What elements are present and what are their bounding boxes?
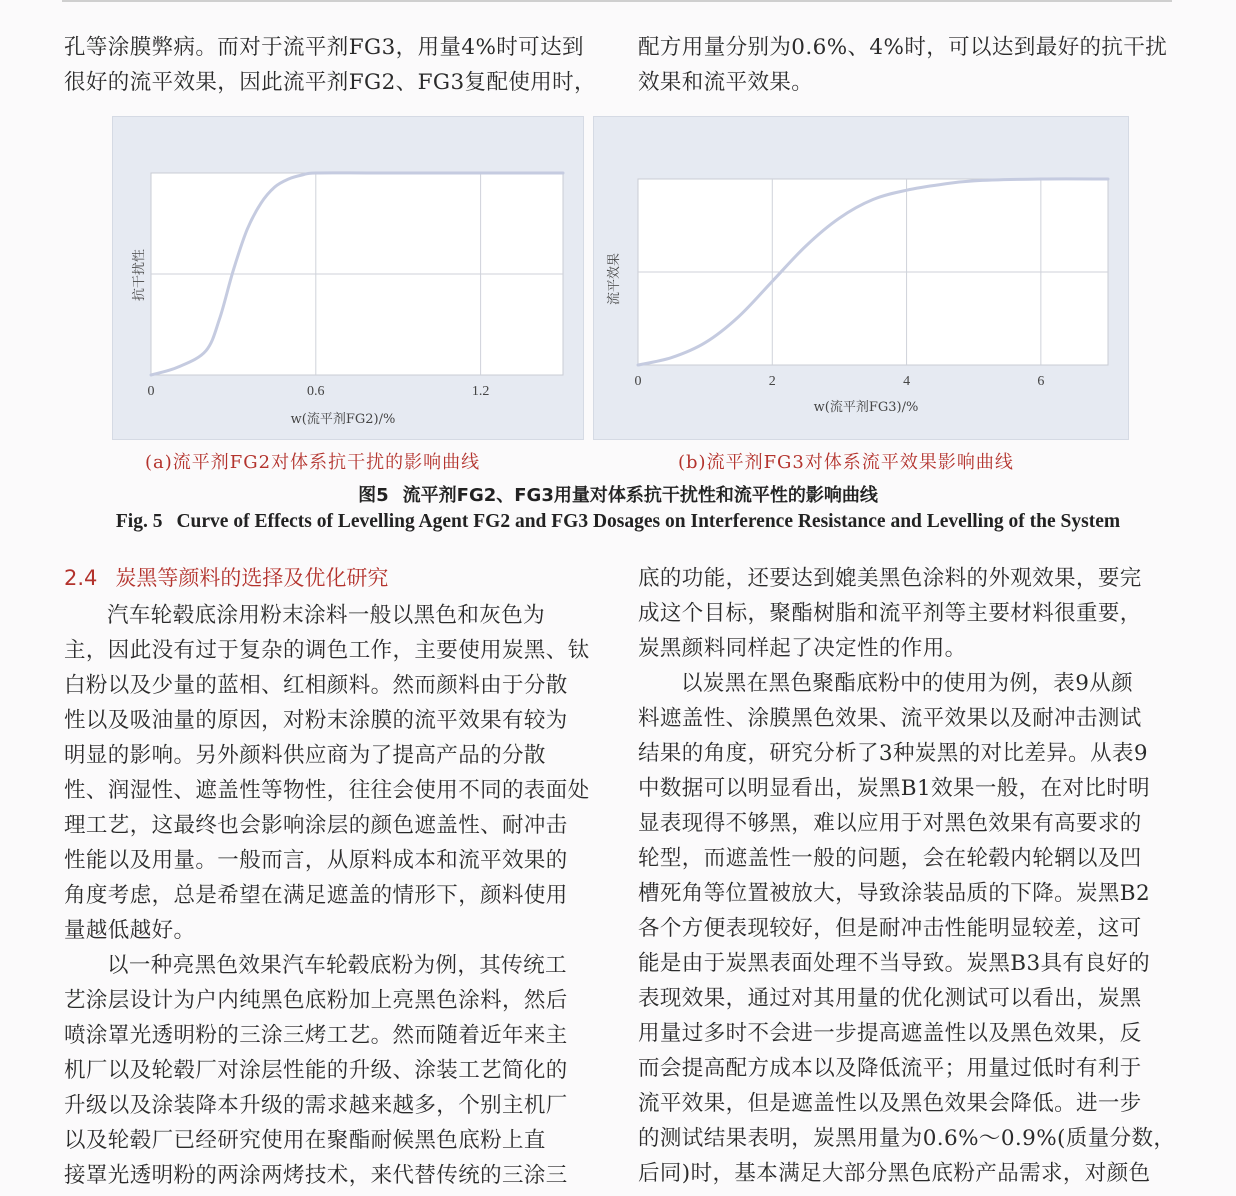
paragraph-line: 效果和流平效果。 bbox=[638, 70, 814, 95]
section-title: 炭黑等颜料的选择及优化研究 bbox=[115, 566, 389, 590]
chart-b-ylabel: 流平效果 bbox=[607, 252, 622, 306]
paragraph-line: 以及轮毂厂已经研究使用在聚酯耐候黑色底粉上直 bbox=[64, 1128, 546, 1153]
section-number: 2.4 bbox=[64, 566, 98, 590]
x-tick-label: 0.6 bbox=[307, 384, 325, 399]
paragraph-line: 明显的影响。另外颜料供应商为了提高产品的分散 bbox=[64, 743, 546, 768]
caption-a: (a)流平剂FG2对体系抗干扰的影响曲线 bbox=[145, 452, 481, 473]
paragraph-line: 后同)时，基本满足大部分黑色底粉产品需求，对颜色 bbox=[638, 1161, 1151, 1186]
caption-b: (b)流平剂FG3对体系流平效果影响曲线 bbox=[678, 452, 1014, 473]
paragraph-line: 理工艺，这最终也会影响涂层的颜色遮盖性、耐冲击 bbox=[64, 813, 568, 838]
figure-label-en: Fig. 5 bbox=[115, 511, 163, 532]
paragraph-line: 性、润湿性、遮盖性等物性，往往会使用不同的表面处 bbox=[64, 778, 590, 803]
paragraph-line: 成这个目标，聚酯树脂和流平剂等主要材料很重要， bbox=[638, 601, 1142, 626]
paragraph-line: 表现效果，通过对其用量的优化测试可以看出，炭黑 bbox=[638, 986, 1142, 1011]
x-tick-label: 4 bbox=[903, 374, 911, 389]
section-heading bbox=[64, 561, 388, 596]
x-tick-label: 0 bbox=[147, 384, 155, 399]
paragraph-line: 孔等涂膜弊病。而对于流平剂FG3，用量4%时可达到 bbox=[64, 35, 584, 60]
paragraph-line: 性能以及用量。一般而言，从原料成本和流平效果的 bbox=[64, 848, 568, 873]
paragraph-line: 白粉以及少量的蓝相、红相颜料。然而颜料由于分散 bbox=[64, 673, 568, 698]
figure-label-cn: 图5 bbox=[358, 485, 389, 506]
paragraph-line: 轮型，而遮盖性一般的问题，会在轮毂内轮辋以及凹 bbox=[638, 846, 1142, 871]
paragraph-line: 汽车轮毂底涂用粉末涂料一般以黑色和灰色为 bbox=[107, 603, 546, 628]
paragraph-line: 用量过多时不会进一步提高遮盖性以及黑色效果，反 bbox=[638, 1021, 1142, 1046]
paragraph-line: 量越低越好。 bbox=[64, 918, 196, 943]
figure-title-en-text: Curve of Effects of Levelling Agent FG2 and FG3 Dosages on Interference Resistance and Levelling of the System bbox=[176, 511, 1121, 532]
paragraph-line: 料遮盖性、涂膜黑色效果、流平效果以及耐冲击测试 bbox=[638, 706, 1142, 731]
paragraph-line: 角度考虑，总是希望在满足遮盖的情形下，颜料使用 bbox=[64, 883, 568, 908]
paragraph-line: 性以及吸油量的原因，对粉末涂膜的流平效果有较为 bbox=[64, 708, 568, 733]
paragraph-line: 底的功能，还要达到媲美黑色涂料的外观效果，要完 bbox=[638, 566, 1142, 591]
chart-a-svg bbox=[113, 117, 583, 439]
paragraph-line: 很好的流平效果，因此流平剂FG2、FG3复配使用时， bbox=[64, 70, 596, 95]
chart-a-ylabel: 抗干扰性 bbox=[132, 248, 147, 302]
top-rule bbox=[62, 0, 1172, 2]
bottom-left-column bbox=[64, 598, 604, 1193]
top-left-column bbox=[64, 30, 604, 100]
paragraph-line: 接罩光透明粉的两涂两烤技术，来代替传统的三涂三 bbox=[64, 1163, 568, 1188]
chart-panel-b bbox=[593, 116, 1129, 440]
x-tick-label: 6 bbox=[1037, 374, 1045, 389]
paragraph-line: 的测试结果表明，炭黑用量为0.6%～0.9%(质量分数， bbox=[638, 1126, 1176, 1151]
bottom-right-column bbox=[638, 561, 1178, 1191]
paragraph-line: 显表现得不够黑，难以应用于对黑色效果有高要求的 bbox=[638, 811, 1142, 836]
paragraph-line: 喷涂罩光透明粉的三涂三烤工艺。然而随着近年来主 bbox=[64, 1023, 568, 1048]
figure-title-cn bbox=[0, 481, 1236, 507]
paragraph-line: 配方用量分别为0.6%、4%时，可以达到最好的抗干扰 bbox=[638, 35, 1168, 60]
paragraph-line: 各个方便表现较好，但是耐冲击性能明显较差，这可 bbox=[638, 916, 1142, 941]
paragraph-line: 以炭黑在黑色聚酯底粉中的使用为例，表9从颜 bbox=[681, 671, 1134, 696]
paragraph-line: 中数据可以明显看出，炭黑B1效果一般，在对比时明 bbox=[638, 776, 1151, 801]
paragraph-line: 主，因此没有过于复杂的调色工作，主要使用炭黑、钛 bbox=[64, 638, 590, 663]
figure-title-cn-text: 流平剂FG2、FG3用量对体系抗干扰性和流平性的影响曲线 bbox=[402, 485, 878, 506]
paragraph-line: 艺涂层设计为户内纯黑色底粉加上亮黑色涂料，然后 bbox=[64, 988, 568, 1013]
paragraph-line: 而会提高配方成本以及降低流平；用量过低时有利于 bbox=[638, 1056, 1142, 1081]
paragraph-line: 结果的角度，研究分析了3种炭黑的对比差异。从表9 bbox=[638, 741, 1148, 766]
x-tick-label: 0 bbox=[634, 374, 642, 389]
top-right-column bbox=[638, 30, 1178, 100]
x-tick-label: 2 bbox=[768, 374, 776, 389]
paragraph-line: 槽死角等位置被放大，导致涂装品质的下降。炭黑B2 bbox=[638, 881, 1151, 906]
paragraph-line: 能是由于炭黑表面处理不当导致。炭黑B3具有良好的 bbox=[638, 951, 1151, 976]
paragraph-line: 炭黑颜料同样起了决定性的作用。 bbox=[638, 636, 967, 661]
chart-b-xlabel: w(流平剂FG3)/% bbox=[813, 400, 919, 415]
paragraph-line: 机厂以及轮毂厂对涂层性能的升级、涂装工艺简化的 bbox=[64, 1058, 568, 1083]
paragraph-line: 以一种亮黑色效果汽车轮毂底粉为例，其传统工 bbox=[107, 953, 567, 978]
figure-title-en bbox=[0, 511, 1236, 533]
chart-b-svg bbox=[594, 117, 1128, 439]
paragraph-line: 升级以及涂装降本升级的需求越来越多，个别主机厂 bbox=[64, 1093, 568, 1118]
x-tick-label: 1.2 bbox=[471, 384, 490, 399]
chart-a-xlabel: w(流平剂FG2)/% bbox=[290, 412, 396, 427]
paragraph-line: 流平效果，但是遮盖性以及黑色效果会降低。进一步 bbox=[638, 1091, 1142, 1116]
chart-panel-a bbox=[112, 116, 584, 440]
